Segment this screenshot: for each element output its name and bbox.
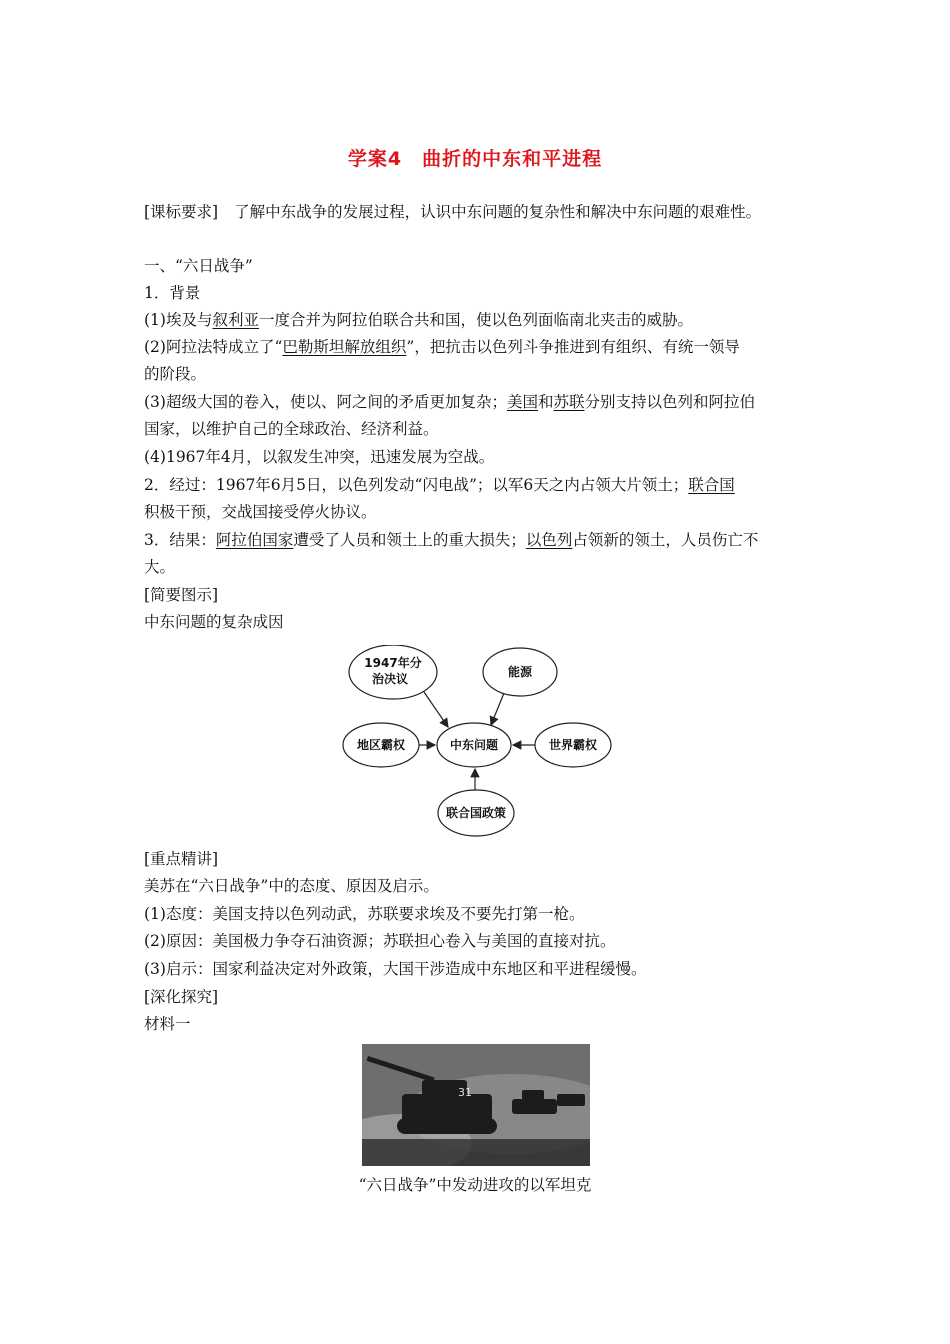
tank-photo-art <box>362 1044 590 1166</box>
background-item-3-cont: 国家，以维护自己的全球政治、经济利益。 <box>144 420 439 438</box>
course-item-cont: 积极干预，交战国接受停火协议。 <box>144 503 377 521</box>
background-item-3 <box>144 392 755 412</box>
arrow <box>424 692 448 727</box>
background-item-1 <box>144 310 693 330</box>
key-point-3: (3)启示：国家利益决定对外政策，大国干涉造成中东地区和平进程缓慢。 <box>144 960 647 978</box>
key-point-2: (2)原因：美国极力争夺石油资源；苏联担心卷入与美国的直接对抗。 <box>144 932 616 950</box>
node-label: 1947年分 <box>364 656 422 670</box>
background-item-2-cont: 的阶段。 <box>144 365 207 383</box>
tank-marking: 31 <box>458 1086 472 1099</box>
key-points-tag: [重点精讲] <box>144 850 219 868</box>
page-title: 学案4 曲折的中东和平进程 <box>347 148 603 170</box>
key-point-1: (1)态度：美国支持以色列动武，苏联要求埃及不要先打第一枪。 <box>144 905 585 923</box>
background-item-2 <box>144 337 740 357</box>
text: (1)埃及与 <box>144 311 213 329</box>
tank-photo <box>362 1044 590 1166</box>
node-label: 世界霸权 <box>548 738 598 752</box>
text: 2．经过：1967年6月5日，以色列发动“闪电战”；以军6天之内占领大片领土； <box>144 476 689 494</box>
node-label: 联合国政策 <box>445 806 507 820</box>
text: 和 <box>537 393 554 411</box>
background-item-4: (4)1967年4月，以叙发生冲突，迅速发展为空战。 <box>144 448 495 466</box>
underlined-term: 苏联 <box>553 393 585 411</box>
course-item <box>144 475 735 495</box>
text: ”，把抗击以色列斗争推进到有组织、有统一领导 <box>406 338 740 356</box>
diagram-tag: [简要图示] <box>144 586 219 604</box>
course-requirement <box>144 202 761 222</box>
underlined-term: 巴勒斯坦解放组织 <box>282 338 407 356</box>
underlined-term: 叙利亚 <box>212 311 259 329</box>
text: 遭受了人员和领土上的重大损失； <box>293 531 526 549</box>
key-points-intro: 美苏在“六日战争”中的态度、原因及启示。 <box>144 877 439 895</box>
background-title: 1．背景 <box>144 284 201 302</box>
underlined-term: 联合国 <box>688 476 735 494</box>
node-label: 治决议 <box>371 672 409 686</box>
text: (3)超级大国的卷入，使以、阿之间的矛盾更加复杂； <box>144 393 507 411</box>
diagram-caption: 中东问题的复杂成因 <box>144 613 284 631</box>
underlined-term: 美国 <box>506 393 538 411</box>
requirement-text: 了解中东战争的发展过程，认识中东问题的复杂性和解决中东问题的艰难性。 <box>234 203 762 221</box>
arrow <box>491 693 504 725</box>
text: 占领新的领土，人员伤亡不 <box>572 531 759 549</box>
section-heading: 一、“六日战争” <box>144 257 253 275</box>
text: 3．结果： <box>144 531 216 549</box>
node-label: 能源 <box>507 665 533 679</box>
node-label: 中东问题 <box>449 738 499 752</box>
text: (2)阿拉法特成立了“ <box>144 338 283 356</box>
explore-tag: [深化探究] <box>144 988 219 1006</box>
result-item <box>144 530 758 550</box>
underlined-term: 以色列 <box>525 531 573 549</box>
cause-diagram <box>338 645 628 840</box>
underlined-term: 阿拉伯国家 <box>215 531 294 549</box>
node-label: 地区霸权 <box>356 738 406 752</box>
text: 一度合并为阿拉伯联合共和国，使以色列面临南北夹击的威胁。 <box>258 311 693 329</box>
photo-caption: “六日战争”中发动进攻的以军坦克 <box>358 1176 592 1194</box>
material-label: 材料一 <box>144 1015 191 1033</box>
requirement-tag: [课标要求] <box>144 203 219 221</box>
text: 分别支持以色列和阿拉伯 <box>584 393 756 411</box>
result-item-cont: 大。 <box>144 558 176 576</box>
